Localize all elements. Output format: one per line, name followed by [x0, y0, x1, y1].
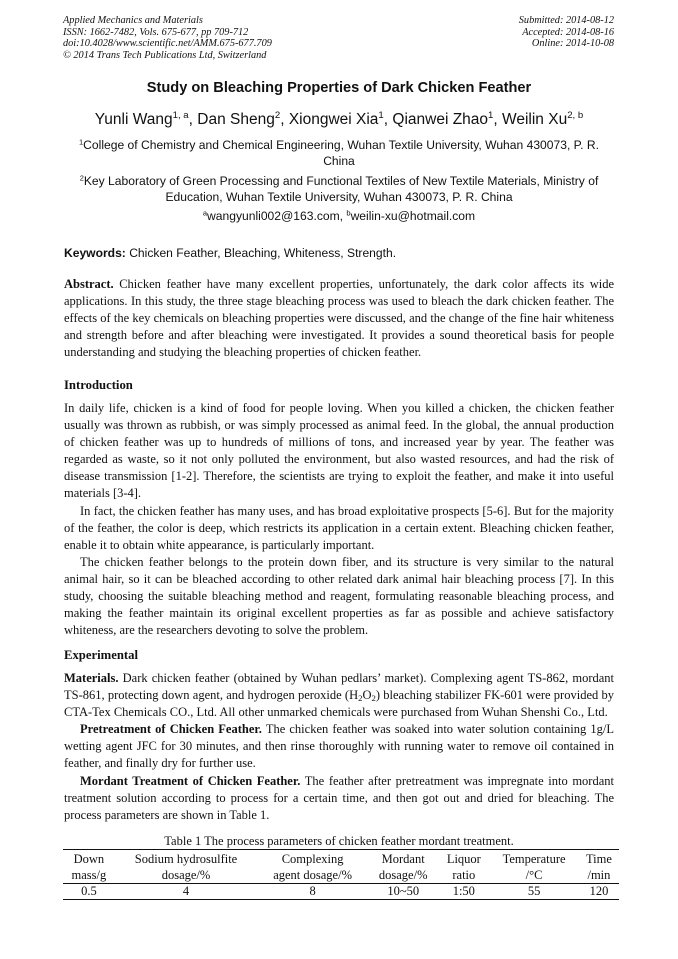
email-link[interactable]: weilin-xu@hotmail.com [350, 209, 476, 223]
author-name: Xiongwei Xia [288, 111, 379, 128]
author-sup: 1 [378, 110, 384, 122]
keywords-text: Chicken Feather, Bleaching, Whiteness, Strength. [129, 246, 397, 260]
author-name: Yunli Wang [94, 111, 173, 128]
affiliation-2 [64, 173, 614, 205]
column-header: Down mass/g [63, 850, 115, 884]
online-date: Online: 2014-10-08 [531, 38, 614, 50]
submission-dates [519, 15, 614, 50]
table-cell: 10~50 [368, 884, 438, 900]
column-header: Mordant dosage/% [368, 850, 438, 884]
experimental-heading: Experimental [64, 648, 139, 662]
subscript: 2 [358, 693, 363, 704]
author-sup: 2 [274, 110, 281, 122]
mordant-label: Mordant Treatment of Chicken Feather. [80, 773, 301, 788]
table-row [63, 884, 619, 900]
affiliation-1 [64, 137, 614, 169]
table-cell: 0.5 [63, 884, 115, 900]
table-cell: 8 [257, 884, 368, 900]
paragraph: The chicken feather belongs to the protein down fiber, and its structure is very similar to the natural animal hair, so it can be bleached according to other related dark animal hair bleaching process [7]. In this study, choosing the suitable bleaching method and reagent, formulating reasonable bleaching process, and making the feather maintain its original excellent properties as far as possible and achieve satisfactory whiteness, are the researchers devoting to solve the problem. [64, 554, 614, 638]
author-sup: 2, b [567, 110, 584, 122]
author-sup: 1 [488, 110, 494, 122]
journal-name: Applied Mechanics and Materials [63, 15, 203, 26]
table-cell: 120 [579, 884, 619, 900]
author-sup: 1, a [172, 110, 189, 122]
materials-paragraph [64, 670, 614, 721]
journal-issn: ISSN: 1662-7482, Vols. 675-677, pp 709-712 [63, 26, 249, 38]
column-header: Time /min [579, 850, 619, 884]
author-name: Dan Sheng [197, 111, 275, 128]
email-link[interactable]: wangyunli002@163.com [207, 209, 340, 223]
subscript: 2 [371, 693, 376, 704]
process-parameters-table [63, 849, 619, 900]
journal-doi: doi:10.4028/www.scientific.net/AMM.675-677.709 [63, 38, 272, 50]
journal-copyright: © 2014 Trans Tech Publications Ltd, Switzerland [63, 49, 267, 61]
paragraph: In daily life, chicken is a kind of food for people loving. When you killed a chicken, the chicken feather usually was thrown as rubbish, or was simply processed as animal feed. In the global, the annual production of chicken feather was up to hundreds of millions of tons, and increased year by year. The feather was regarded as waste, so it not only polluted the environment, but also wasted resources, and had the risk of disease transmission [1-2]. Therefore, the scientists are trying to exploit the feather, and make it into useful materials [3-4]. [64, 401, 614, 501]
abstract-text: Chicken feather have many excellent properties, unfortunately, the dark color affects its wide applications. In this study, the three stage bleaching process was used to bleach the dark chicken feather. The effects of the key chemicals on bleaching properties were discussed, and the change of the fine hair whiteness and strength before and after bleaching were investigated. It provides a sound theoretical basis for people understanding and studying the bleaching properties of chicken feather. [64, 277, 614, 360]
introduction-heading: Introduction [64, 378, 133, 392]
author-name: Qianwei Zhao [392, 111, 489, 128]
materials-text: O [362, 688, 372, 703]
experimental-body [64, 670, 614, 824]
affiliation-sup: 1 [79, 137, 84, 147]
affiliation-sup: 2 [79, 173, 84, 183]
introduction-body [64, 400, 614, 639]
pretreatment-paragraph [64, 721, 614, 772]
column-header: Liquor ratio [438, 850, 489, 884]
accepted-date: Accepted: 2014-08-16 [522, 26, 614, 38]
table-cell: 4 [115, 884, 257, 900]
materials-label: Materials. [64, 671, 119, 685]
journal-info [63, 15, 272, 61]
author-emails: $^a$wangyunli002@163.com, $^b$weilin-xu@hotmail.com [202, 208, 476, 223]
email-sup: b [346, 208, 351, 218]
materials-text: Dark chicken feather (obtained by Wuhan pedlars’ market). Complexing agent TS-862, mordant TS-861, protecting down agent, and hydrogen peroxide (H [64, 671, 615, 703]
table-cell: 55 [489, 884, 579, 900]
table-caption: Table 1 The process parameters of chicken feather mordant treatment. [164, 834, 514, 848]
column-header: Temperature /°C [489, 850, 579, 884]
affiliation-text: College of Chemistry and Chemical Engineering, Wuhan Textile University, Wuhan 430073, P. R. China [83, 138, 599, 168]
mordant-text: The feather after pretreatment was impregnate into mordant treatment solution according to process for a certain time, and then got out and dried for bleaching. The process parameters are shown in Table 1. [64, 773, 614, 822]
abstract-label: Abstract. [64, 277, 114, 291]
column-header: Complexing agent dosage/% [257, 850, 368, 884]
submitted-date: Submitted: 2014-08-12 [518, 15, 614, 26]
table-cell: 1:50 [438, 884, 489, 900]
table-header-row [63, 850, 619, 884]
mordant-paragraph [64, 773, 614, 824]
pretreatment-text: The chicken feather was soaked into water solution containing 1g/L wetting agent JFC for 30 minutes, and then rinse thoroughly with running water to remove oil contained in feather, and finally dry for further use. [64, 722, 614, 771]
materials-text: ) bleaching stabilizer FK-601 were provided by CTA-Tex Chemicals CO., Ltd. All other unmarked chemicals were purchased from Wuhan Shenshi Co., Ltd. [64, 688, 614, 720]
pretreatment-label: Pretreatment of Chicken Feather. [80, 722, 262, 737]
column-header: Sodium hydrosulfite dosage/% [115, 850, 257, 884]
keywords-label: Keywords: [64, 246, 126, 260]
abstract [64, 276, 614, 361]
author-name: Weilin Xu [502, 111, 568, 128]
author-list: Yunli Wang$^{1, a}$, Dan Sheng$^2$, Xiongwei Xia$^1$, Qianwei Zhao$^1$, Weilin Xu$^{2, b}$ [94, 110, 584, 128]
paper-title: Study on Bleaching Properties of Dark Chicken Feather [146, 80, 532, 96]
affiliation-text: Key Laboratory of Green Processing and Functional Textiles of New Textile Materials, Ministry of Education, Wuhan Textile University, Wuhan 430073, P. R. China [83, 174, 599, 204]
email-sup: a [202, 208, 208, 218]
paragraph: In fact, the chicken feather has many uses, and has broad exploitative prospects [5-6]. But for the majority of the feather, the color is deep, which restricts its application in a certain extent. Bleaching chicken feather, enable it to obtain white appearance, is particularly important. [64, 503, 614, 552]
keywords [64, 246, 614, 260]
